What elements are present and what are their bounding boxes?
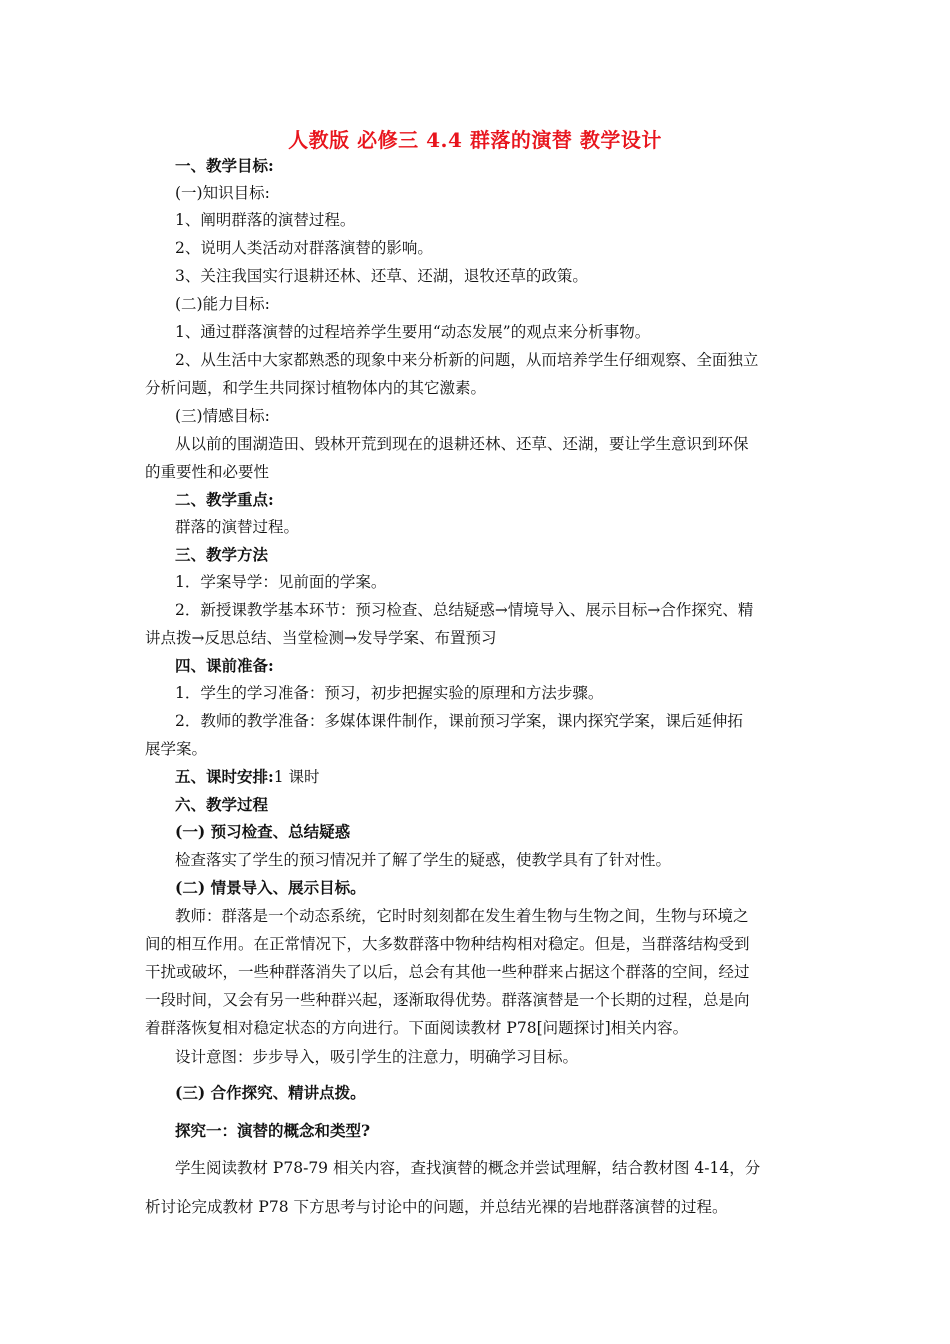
knowledge-goal-2: 2、说明人类活动对群落演替的影响。 bbox=[175, 239, 433, 257]
section-6-heading: 六、教学过程 bbox=[175, 795, 269, 814]
section-2-heading: 二、教学重点: bbox=[175, 490, 274, 509]
section-4-heading: 四、课前准备: bbox=[175, 656, 274, 675]
prep-2-line-1: 2．教师的教学准备：多媒体课件制作，课前预习学案，课内探究学案，课后延伸拓 bbox=[175, 712, 743, 730]
section-1-heading: 一、教学目标: bbox=[175, 156, 274, 175]
teacher-paragraph-line-5: 着群落恢复相对稳定状态的方向进行。下面阅读教材 P78[问题探讨]相关内容。 bbox=[145, 1019, 689, 1037]
teacher-paragraph-line-3: 干扰或破坏，一些种群落消失了以后，总会有其他一些种群来占据这个群落的空间，经过 bbox=[145, 963, 750, 981]
design-intent: 设计意图：步步导入，吸引学生的注意力，明确学习目标。 bbox=[175, 1048, 579, 1066]
inquiry-1-heading: 探究一：演替的概念和类型? bbox=[175, 1121, 371, 1140]
section-2-text: 群落的演替过程。 bbox=[175, 518, 300, 536]
ability-goal-2-line-1: 2、从生活中大家都熟悉的现象中来分析新的问题，从而培养学生仔细观察、全面独立 bbox=[175, 351, 759, 369]
knowledge-goal-3: 3、关注我国实行退耕还林、还草、还湖，退牧还草的政策。 bbox=[175, 267, 588, 285]
subsection-2-heading: (二) 情景导入、展示目标。 bbox=[175, 878, 366, 897]
emotion-goals-heading: (三)情感目标: bbox=[175, 407, 270, 425]
emotion-goal-line-2: 的重要性和必要性 bbox=[145, 463, 270, 481]
subsection-1-heading: (一) 预习检查、总结疑惑 bbox=[175, 822, 351, 841]
teacher-paragraph-line-4: 一段时间，又会有另一些种群兴起，逐渐取得优势。群落演替是一个长期的过程，总是向 bbox=[145, 991, 750, 1009]
section-5-heading: 五、课时安排: bbox=[175, 767, 274, 786]
ability-goals-heading: (二)能力目标: bbox=[175, 295, 270, 313]
section-3-heading: 三、教学方法 bbox=[175, 545, 269, 564]
method-1: 1．学案导学：见前面的学案。 bbox=[175, 573, 387, 591]
teacher-paragraph-line-2: 间的相互作用。在正常情况下，大多数群落中物种结构相对稳定。但是，当群落结构受到 bbox=[145, 935, 750, 953]
emotion-goal-line-1: 从以前的围湖造田、毁林开荒到现在的退耕还林、还草、还湖，要让学生意识到环保 bbox=[175, 435, 749, 453]
ability-goal-1: 1、通过群落演替的过程培养学生要用“动态发展”的观点来分析事物。 bbox=[175, 323, 651, 341]
knowledge-goals-heading: (一)知识目标: bbox=[175, 184, 270, 202]
prep-1: 1．学生的学习准备：预习，初步把握实验的原理和方法步骤。 bbox=[175, 684, 604, 702]
document-title: 人教版 必修三 4.4 群落的演替 教学设计 bbox=[288, 128, 662, 152]
prep-2-line-2: 展学案。 bbox=[145, 740, 208, 758]
section-5-text: 1 课时 bbox=[273, 768, 320, 786]
section-5 bbox=[175, 767, 320, 787]
teacher-paragraph-line-1: 教师：群落是一个动态系统，它时时刻刻都在发生着生物与生物之间，生物与环境之 bbox=[175, 907, 749, 925]
subsection-3-heading: (三) 合作探究、精讲点拨。 bbox=[175, 1083, 366, 1102]
method-2-line-1: 2．新授课教学基本环节：预习检查、总结疑惑→情境导入、展示目标→合作探究、精 bbox=[175, 601, 754, 619]
ability-goal-2-line-2: 分析问题，和学生共同探讨植物体内的其它激素。 bbox=[145, 379, 487, 397]
subsection-1-text: 检查落实了学生的预习情况并了解了学生的疑惑，使教学具有了针对性。 bbox=[175, 851, 672, 869]
inquiry-1-line-1: 学生阅读教材 P78-79 相关内容，查找演替的概念并尝试理解，结合教材图 4-14，分 bbox=[175, 1159, 761, 1177]
knowledge-goal-1: 1、阐明群落的演替过程。 bbox=[175, 211, 356, 229]
method-2-line-2: 讲点拨→反思总结、当堂检测→发导学案、布置预习 bbox=[145, 629, 497, 647]
inquiry-1-line-2: 析讨论完成教材 P78 下方思考与讨论中的问题，并总结光裸的岩地群落演替的过程。 bbox=[145, 1198, 728, 1216]
